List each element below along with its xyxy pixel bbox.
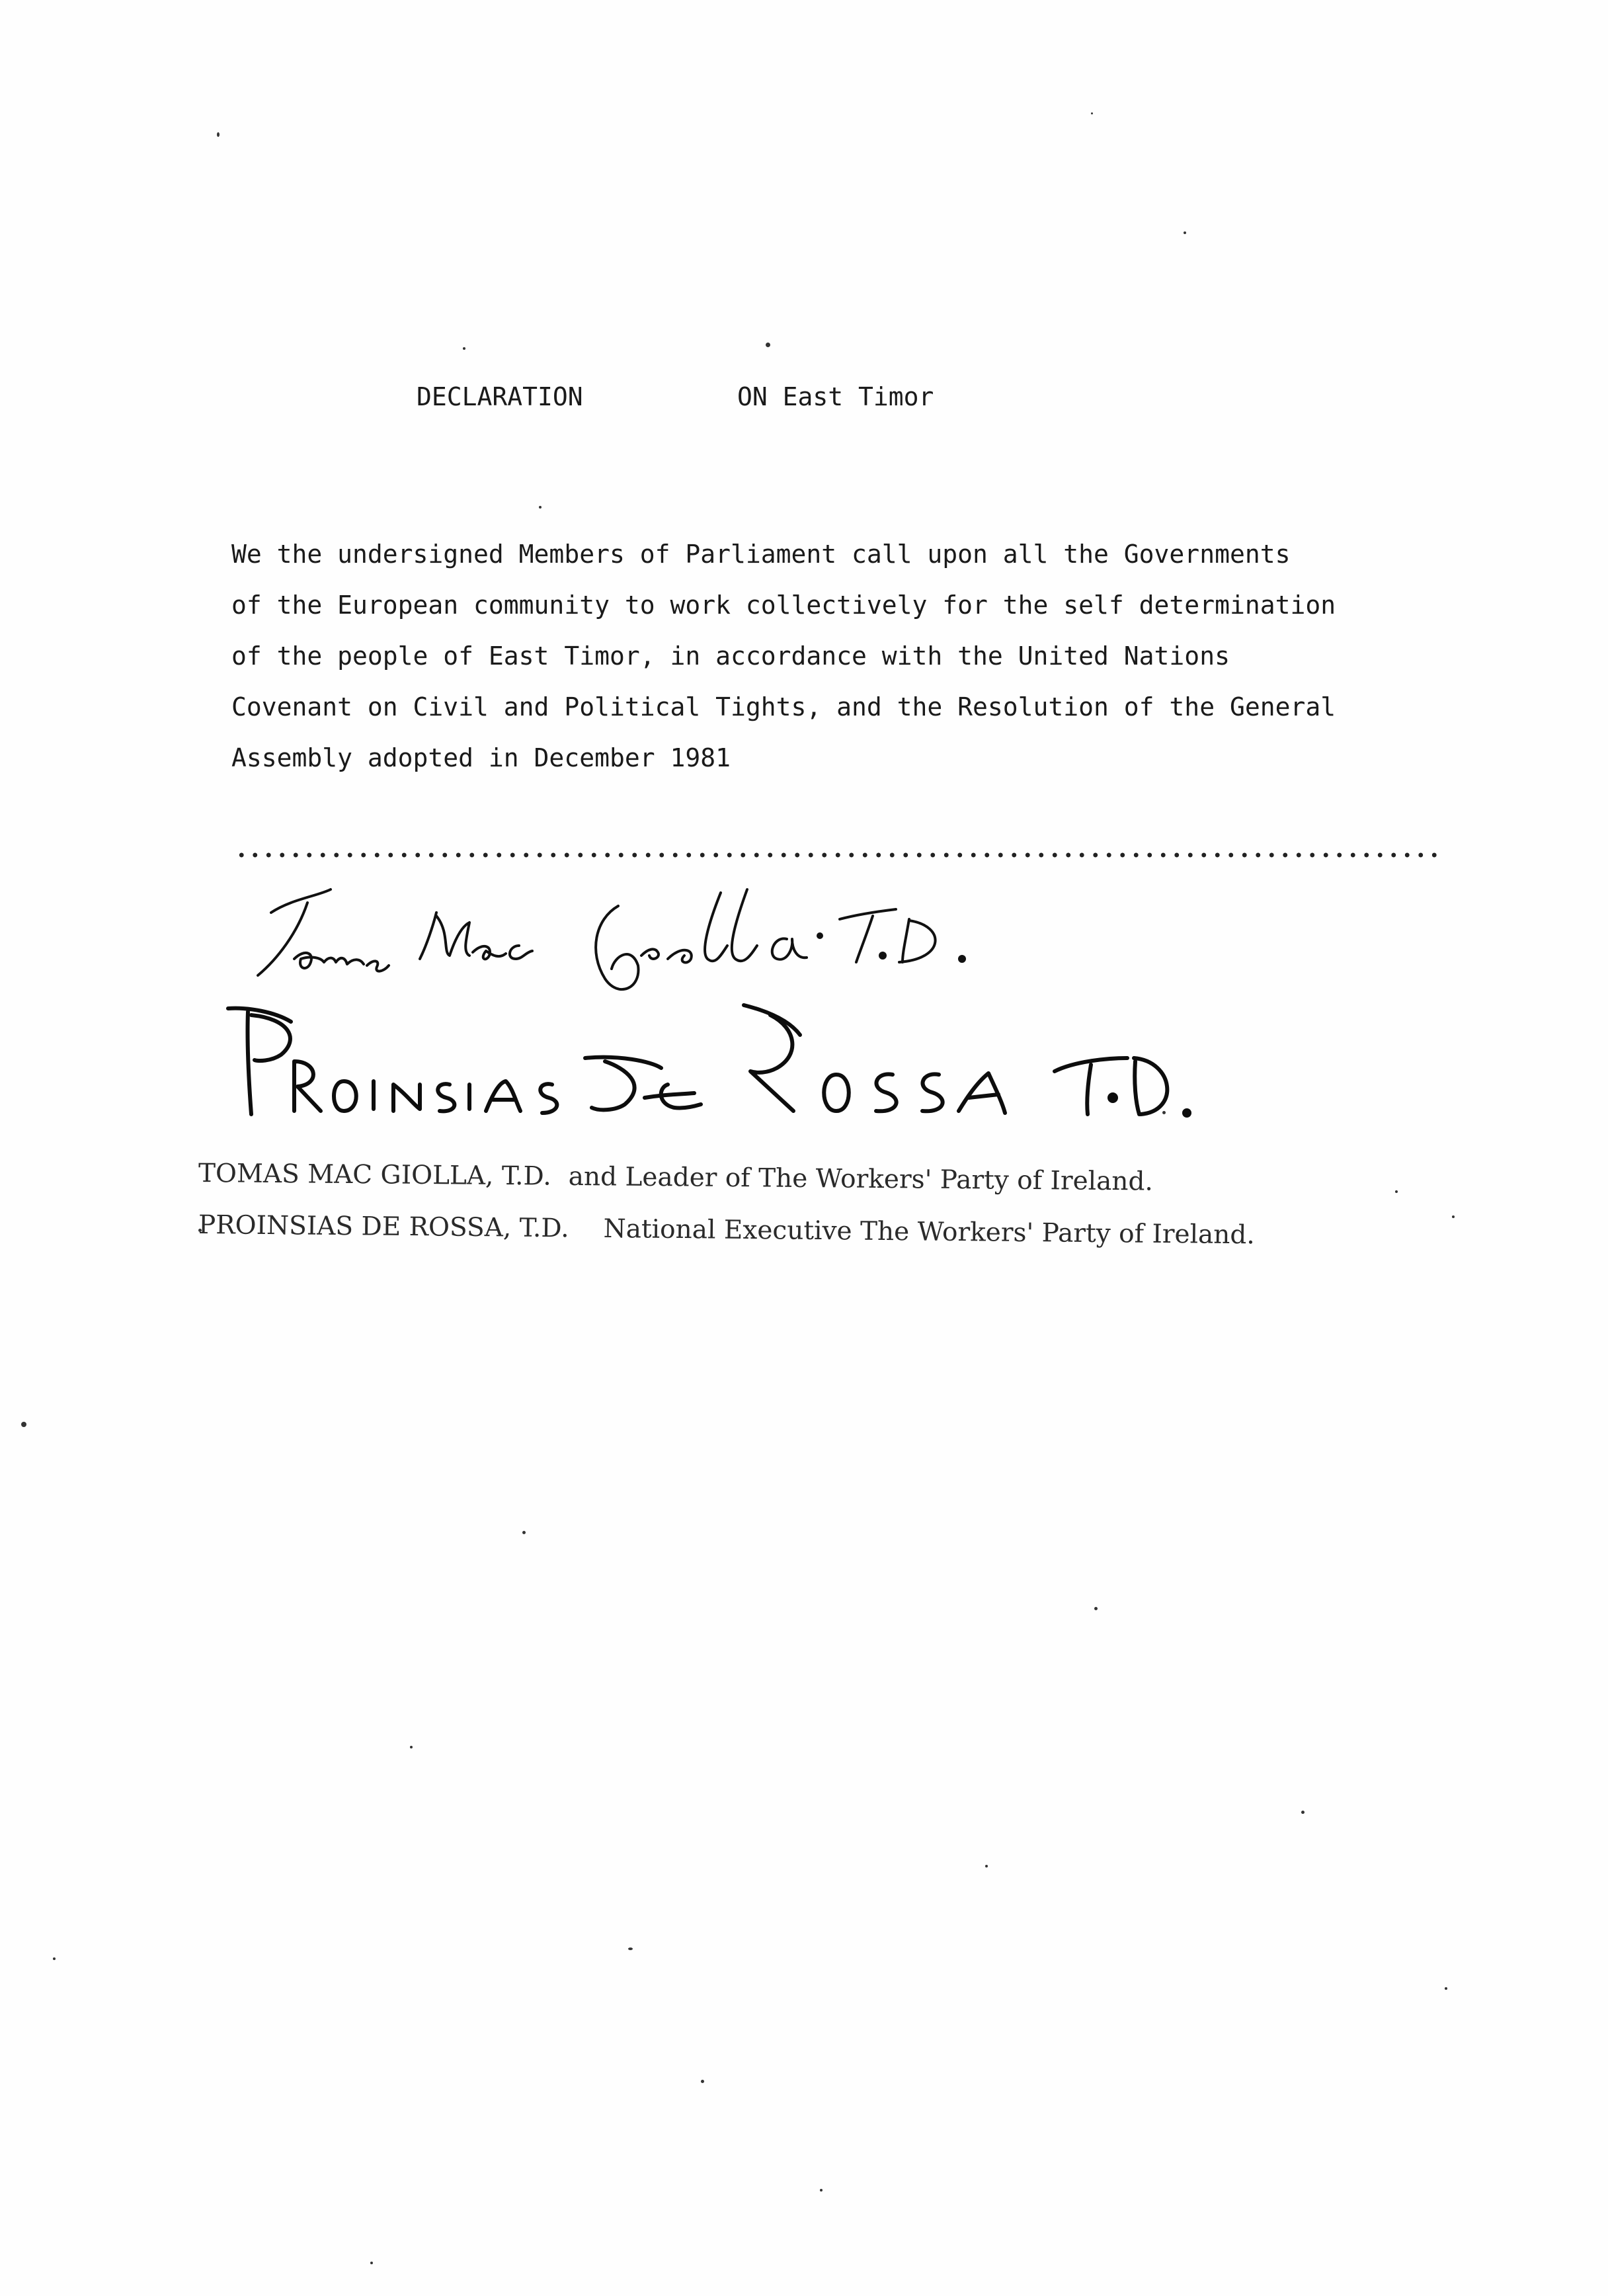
scan-speck (522, 1531, 526, 1534)
scan-speck (21, 1422, 26, 1427)
scan-speck (766, 343, 770, 347)
scan-speck (370, 2262, 373, 2264)
title-subject: ON East Timor (737, 382, 934, 411)
signature-mac-giolla (245, 873, 1038, 1005)
document-title (417, 382, 1210, 415)
scan-speck (985, 1865, 988, 1867)
scan-speck (53, 1957, 56, 1960)
signature-dotted-line (235, 852, 1445, 858)
body-line: Assembly adopted in December 1981 (231, 743, 731, 772)
scan-speck (539, 506, 542, 509)
scan-speck (1094, 1607, 1098, 1610)
title-declaration: DECLARATION (417, 382, 583, 411)
signatory-name: TOMAS MAC GIOLLA, T.D. (198, 1159, 551, 1192)
body-line: We the undersigned Members of Parliament call upon all the Governments (231, 540, 1291, 569)
signatory-role: and Leader of The Workers' Party of Ireland. (568, 1161, 1154, 1197)
body-line: Covenant on Civil and Political Tights, and the Resolution of the General (231, 692, 1336, 721)
scan-speck (701, 2080, 704, 2083)
scan-speck (1301, 1811, 1305, 1814)
scan-speck (1091, 112, 1093, 114)
signature-de-rossa (202, 995, 1193, 1134)
signatory-role: National Executive The Workers' Party of Ireland. (603, 1213, 1256, 1250)
scan-speck (1184, 231, 1186, 234)
scan-speck (463, 347, 465, 350)
scan-speck (217, 132, 220, 137)
scan-speck (410, 1746, 413, 1748)
signatory-row (198, 1210, 1255, 1250)
scan-speck (1452, 1215, 1455, 1218)
scan-speck (1445, 1987, 1447, 1990)
scan-speck (628, 1948, 633, 1950)
body-line: of the European community to work collectively for the self determination (231, 591, 1336, 620)
body-line: of the people of East Timor, in accordance with the United Nations (231, 641, 1230, 671)
declaration-body (231, 529, 1488, 784)
scan-speck (820, 2189, 823, 2192)
signatory-row (198, 1159, 1153, 1197)
signatory-name: PROINSIAS DE ROSSA, T.D. (198, 1210, 569, 1244)
scan-speck (1395, 1190, 1398, 1193)
